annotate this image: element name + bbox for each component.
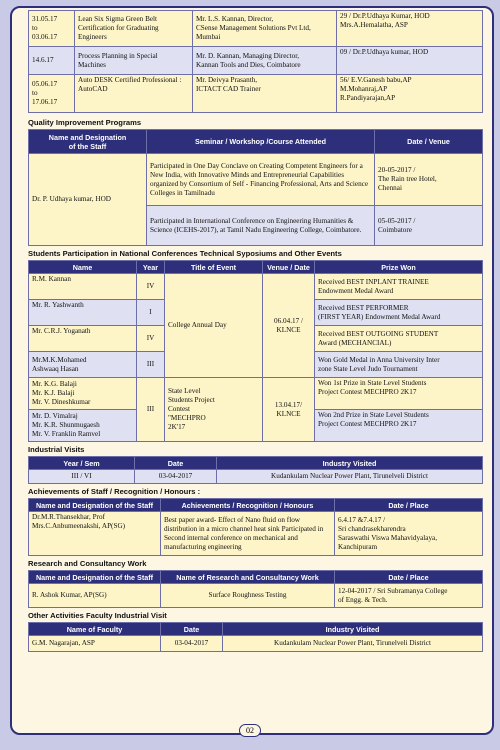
faculty-visit-table bbox=[28, 622, 483, 652]
section-title-qip: Quality Improvement Programs bbox=[28, 118, 142, 127]
page-number bbox=[0, 720, 500, 738]
section-title-students: Students Participation in National Conferences Technical Syposiums and Other Events bbox=[28, 249, 342, 258]
table-row bbox=[29, 512, 483, 556]
column-header: Name of Research and Consultancy Work bbox=[161, 571, 335, 584]
work-cell: Surface Roughness Testing bbox=[161, 584, 335, 608]
table-row bbox=[29, 636, 483, 652]
industry-cell: Kudankulam Nuclear Power Plant, Tirunelveli District bbox=[217, 470, 483, 484]
column-header: Name and Designation of the Staff bbox=[29, 571, 161, 584]
topic-cell: Process Planning in Special Machines bbox=[75, 47, 193, 75]
column-header: Industry Visited bbox=[223, 623, 483, 636]
date-cell: 14.6.17 bbox=[29, 47, 75, 75]
prize-cell: Received BEST OUTGOING STUDENT Award (MECHANCIAL) bbox=[315, 326, 483, 352]
student-name-cell: Mr. R. Yashwanth bbox=[29, 300, 137, 326]
prize-cell: Received BEST PERFORMER (FIRST YEAR) Endowment Medal Award bbox=[315, 300, 483, 326]
resource-cell: Mr. Deivya Prasanth, ICTACT CAD Trainer bbox=[193, 75, 337, 113]
column-header: Date / Venue bbox=[375, 130, 483, 154]
table-row bbox=[29, 470, 483, 484]
content bbox=[28, 8, 482, 652]
event-cell: Participated in One Day Conclave on Creating Competent Engineers for a New India, with Innovative Minds and Entrepreneurial Capabilities organized by Consortium of Self - Financing Professional, Arts and Science Colleges in Tamilnadu bbox=[147, 154, 375, 206]
student-name-cell: Mr. D. Vimalraj Mr. K.R. Shunmugaesh Mr. V. Franklin Ramvel bbox=[29, 410, 137, 442]
year-cell: IV bbox=[137, 326, 165, 352]
date-cell: 03-04-2017 bbox=[135, 470, 217, 484]
header-row bbox=[29, 130, 483, 154]
header-row bbox=[29, 571, 483, 584]
students-table bbox=[28, 260, 483, 442]
research-table bbox=[28, 570, 483, 608]
column-header: Date bbox=[161, 623, 223, 636]
column-header: Venue / Date bbox=[263, 261, 315, 274]
table-row bbox=[29, 11, 483, 47]
venue-cell: 06.04.17 / KLNCE bbox=[263, 274, 315, 378]
section-title-faculty-visit: Other Activities Faculty Industrial Visit bbox=[28, 611, 167, 620]
event-cell: Participated in International Conference on Engineering Humanities & Science (ICEHS-2017), at Tamil Nadu Engineering College, Coimbatore. bbox=[147, 206, 375, 246]
coordinator-cell: 29 / Dr.P.Udhaya Kumar, HOD Mrs.A.Hemalatha, ASP bbox=[337, 11, 483, 47]
achievements-table bbox=[28, 498, 483, 556]
column-header: Date bbox=[135, 457, 217, 470]
student-name-cell: Mr.M.K.Mohamed Ashwaaq Hasan bbox=[29, 352, 137, 378]
table-row bbox=[29, 154, 483, 206]
student-name-cell: R.M. Kannan bbox=[29, 274, 137, 300]
header-row bbox=[29, 261, 483, 274]
venue-cell: 20-05-2017 / The Rain tree Hotel, Chennai bbox=[375, 154, 483, 206]
column-header: Title of Event bbox=[165, 261, 263, 274]
faculty-name-cell: G.M. Nagarajan, ASP bbox=[29, 636, 161, 652]
section-title-research: Research and Consultancy Work bbox=[28, 559, 147, 568]
student-name-cell: Mr. K.G. Balaji Mr. K.J. Balaji Mr. V. Dineshkumar bbox=[29, 378, 137, 410]
achievement-cell: Best paper award- Effect of Nano fluid on flow distribution in a micro channel heat sink Participated in Second internal conference on mechanical and manufacturing engineering bbox=[161, 512, 335, 556]
prize-cell: Won Gold Medal in Anna University Inter zone State Level Judo Tournament bbox=[315, 352, 483, 378]
column-header: Date / Place bbox=[335, 571, 483, 584]
place-cell: 6.4.17 &7.4.17 / Sri chandrasekharendra Saraswathi Viswa Mahavidyalaya, Kanchipuram bbox=[335, 512, 483, 556]
prize-cell: Received BEST INPLANT TRAINEE Endowment Medal Award bbox=[315, 274, 483, 300]
year-cell: I bbox=[137, 300, 165, 326]
qip-table bbox=[28, 129, 483, 246]
coordinator-cell: 09 / Dr.P.Udhaya kumar, HOD bbox=[337, 47, 483, 75]
visits-table bbox=[28, 456, 483, 484]
column-header: Achievements / Recognition / Honours bbox=[161, 499, 335, 512]
staff-name-cell: Dr.M.R.Thansekhar, Prof Mrs.C.Anbumeenakshi, AP(SG) bbox=[29, 512, 161, 556]
resource-cell: Mr. D. Kannan, Managing Director, Kannan Tools and Dies, Coimbatore bbox=[193, 47, 337, 75]
resource-cell: Mr. L.S. Kannan, Director, CSense Management Solutions Pvt Ltd, Mumbai bbox=[193, 11, 337, 47]
header-row bbox=[29, 623, 483, 636]
column-header: Name bbox=[29, 261, 137, 274]
event-cell: College Annual Day bbox=[165, 274, 263, 378]
column-header: Name and Designation of the Staff bbox=[29, 130, 147, 154]
column-header: Seminar / Workshop /Course Attended bbox=[147, 130, 375, 154]
date-cell: 03-04-2017 bbox=[161, 636, 223, 652]
industry-cell: Kudankulam Nuclear Power Plant, Tirunelveli District bbox=[223, 636, 483, 652]
year-cell: III bbox=[137, 378, 165, 442]
table-row bbox=[29, 584, 483, 608]
coordinator-cell: 56/ E.V.Ganesh babu,AP M.Mohanraj,AP R.Pandiyarajan,AP bbox=[337, 75, 483, 113]
table-row bbox=[29, 47, 483, 75]
prize-cell: Won 2nd Prize in State Level Students Project Contest MECHPRO 2K17 bbox=[315, 410, 483, 442]
column-header: Name of Faculty bbox=[29, 623, 161, 636]
student-name-cell: Mr. C.R.J. Yoganath bbox=[29, 326, 137, 352]
column-header: Year / Sem bbox=[29, 457, 135, 470]
header-row bbox=[29, 457, 483, 470]
topic-cell: Auto DESK Certified Professional : AutoCAD bbox=[75, 75, 193, 113]
topic-cell: Lean Six Sigma Green Belt Certification for Graduating Engineers bbox=[75, 11, 193, 47]
section-title-visits: Industrial Visits bbox=[28, 445, 85, 454]
venue-cell: 13.04.17/ KLNCE bbox=[263, 378, 315, 442]
column-header: Name and Designation of the Staff bbox=[29, 499, 161, 512]
venue-cell: 05-05-2017 / Coimbatore bbox=[375, 206, 483, 246]
year-cell: III bbox=[137, 352, 165, 378]
column-header: Industry Visited bbox=[217, 457, 483, 470]
training-table bbox=[28, 10, 483, 113]
column-header: Date / Place bbox=[335, 499, 483, 512]
table-row bbox=[29, 378, 483, 410]
section-title-achievements: Achievements of Staff / Recognition / Honours : bbox=[28, 487, 201, 496]
table-row bbox=[29, 75, 483, 113]
sem-cell: III / VI bbox=[29, 470, 135, 484]
column-header: Prize Won bbox=[315, 261, 483, 274]
header-row bbox=[29, 499, 483, 512]
table-row bbox=[29, 274, 483, 300]
staff-name-cell: R. Ashok Kumar, AP(SG) bbox=[29, 584, 161, 608]
column-header: Year bbox=[137, 261, 165, 274]
place-cell: 12-04-2017 / Sri Subramanya College of Engg. & Tech. bbox=[335, 584, 483, 608]
date-cell: 31.05.17 to 03.06.17 bbox=[29, 11, 75, 47]
date-cell: 05.06.17 to 17.06.17 bbox=[29, 75, 75, 113]
event-cell: State Level Students Project Contest "MECHPRO 2K'17 bbox=[165, 378, 263, 442]
year-cell: IV bbox=[137, 274, 165, 300]
page-frame bbox=[10, 6, 494, 735]
prize-cell: Won 1st Prize in State Level Students Project Contest MECHPRO 2K17 bbox=[315, 378, 483, 410]
staff-name-cell: Dr. P. Udhaya kumar, HOD bbox=[29, 154, 147, 246]
page-number-label: 02 bbox=[239, 724, 261, 737]
